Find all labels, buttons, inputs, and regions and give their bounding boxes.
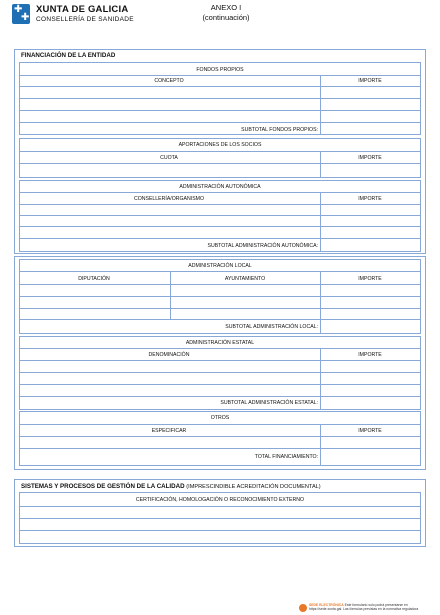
calidad-title-note: (IMPRESCINDIBLE ACREDITACIÓN DOCUMENTAL) <box>186 484 321 490</box>
col-header-importe: IMPORTE <box>358 196 382 202</box>
subtotal-administracion-estatal: SUBTOTAL ADMINISTRACIÓN ESTATAL: <box>220 400 318 406</box>
col-header-conselleria: CONSELLERÍA/ORGANISMO <box>133 196 205 202</box>
subtotal-administracion-autonomica: SUBTOTAL ADMINISTRACIÓN AUTONÓMICA: <box>207 243 318 249</box>
sede-electronica-icon <box>299 604 307 612</box>
cross-icon: ✚ <box>21 12 30 23</box>
brand-name: XUNTA DE GALICIA <box>36 4 129 15</box>
administracion-autonomica-title: ADMINISTRACIÓN AUTONÓMICA <box>179 184 261 190</box>
col-header-certificacion: CERTIFICACIÓN, HOMOLOGACIÓN O RECONOCIMIENTO EXTERNO <box>135 497 305 503</box>
annex-title <box>200 3 252 23</box>
table-row <box>19 319 421 320</box>
col-header-diputacion: DIPUTACIÓN <box>78 276 110 282</box>
column-divider <box>170 271 171 319</box>
table-row <box>19 448 421 449</box>
fondos-propios-title: FONDOS PROPIOS <box>196 67 244 73</box>
otros-title: OTROS <box>210 415 230 421</box>
table-row <box>19 308 421 309</box>
divider <box>19 424 421 425</box>
administracion-autonomica-table <box>19 180 421 252</box>
col-header-importe: IMPORTE <box>358 155 382 161</box>
table-row <box>19 110 421 111</box>
divider <box>19 271 421 272</box>
divider <box>19 192 421 193</box>
table-row <box>19 284 421 285</box>
cross-icon: ✚ <box>14 4 23 15</box>
footer-text: Este formulario solo podrá presentarse en https://sede.xunta.gal. Las fórmulas previstas en la normativa reguladora <box>309 603 419 611</box>
table-row <box>19 506 421 507</box>
col-header-importe: IMPORTE <box>358 428 382 434</box>
administracion-local-title: ADMINISTRACIÓN LOCAL <box>188 263 252 269</box>
col-header-especificar: ESPECIFICAR <box>151 428 187 434</box>
brand-subtitle: CONSELLERÍA DE SANIDADE <box>36 16 134 23</box>
table-row <box>19 360 421 361</box>
table-row <box>19 238 421 239</box>
table-row <box>19 215 421 216</box>
aportaciones-socios-title: APORTACIONES DE LOS SOCIOS <box>178 142 262 148</box>
col-header-denominacion: DENOMINACIÓN <box>148 352 190 358</box>
footer-note <box>309 603 437 611</box>
table-row <box>19 296 421 297</box>
column-divider <box>320 192 321 252</box>
column-divider <box>320 151 321 178</box>
column-divider <box>320 424 321 466</box>
col-header-cuota: CUOTA <box>160 155 178 161</box>
column-divider <box>320 271 321 334</box>
table-row <box>19 98 421 99</box>
annex-label: ANEXO I <box>210 3 242 12</box>
table-row <box>19 86 421 87</box>
table-row <box>19 372 421 373</box>
footer-badge: SEDE ELECTRÓNICA <box>309 603 344 607</box>
table-row <box>19 396 421 397</box>
table-row <box>19 122 421 123</box>
financiacion-title: FINANCIACIÓN DE LA ENTIDAD <box>21 52 116 59</box>
col-header-importe: IMPORTE <box>358 78 382 84</box>
col-header-importe: IMPORTE <box>358 352 382 358</box>
divider <box>19 75 421 76</box>
calidad-title-main: SISTEMAS Y PROCESOS DE GESTIÓN DE LA CALIDAD <box>21 483 185 490</box>
column-divider <box>320 75 321 135</box>
table-row <box>19 384 421 385</box>
annex-subtitle: (continuación) <box>202 13 250 22</box>
column-divider <box>320 348 321 410</box>
table-row <box>19 163 421 164</box>
table-row <box>19 226 421 227</box>
divider <box>19 348 421 349</box>
col-header-ayuntamiento: AYUNTAMIENTO <box>224 276 266 282</box>
col-header-importe: IMPORTE <box>358 276 382 282</box>
table-row <box>19 530 421 531</box>
divider <box>19 151 421 152</box>
total-financiamiento: TOTAL FINANCIAMIENTO: <box>254 454 318 460</box>
subtotal-fondos-propios: SUBTOTAL FONDOS PROPIOS: <box>241 127 318 133</box>
table-row <box>19 204 421 205</box>
xunta-logo-icon <box>12 4 30 24</box>
col-header-concepto: CONCEPTO <box>154 78 184 84</box>
subtotal-administracion-local: SUBTOTAL ADMINISTRACIÓN LOCAL: <box>225 324 318 330</box>
table-row <box>19 518 421 519</box>
calidad-title <box>21 483 321 490</box>
table-row <box>19 436 421 437</box>
administracion-estatal-title: ADMINISTRACIÓN ESTATAL <box>185 340 255 346</box>
